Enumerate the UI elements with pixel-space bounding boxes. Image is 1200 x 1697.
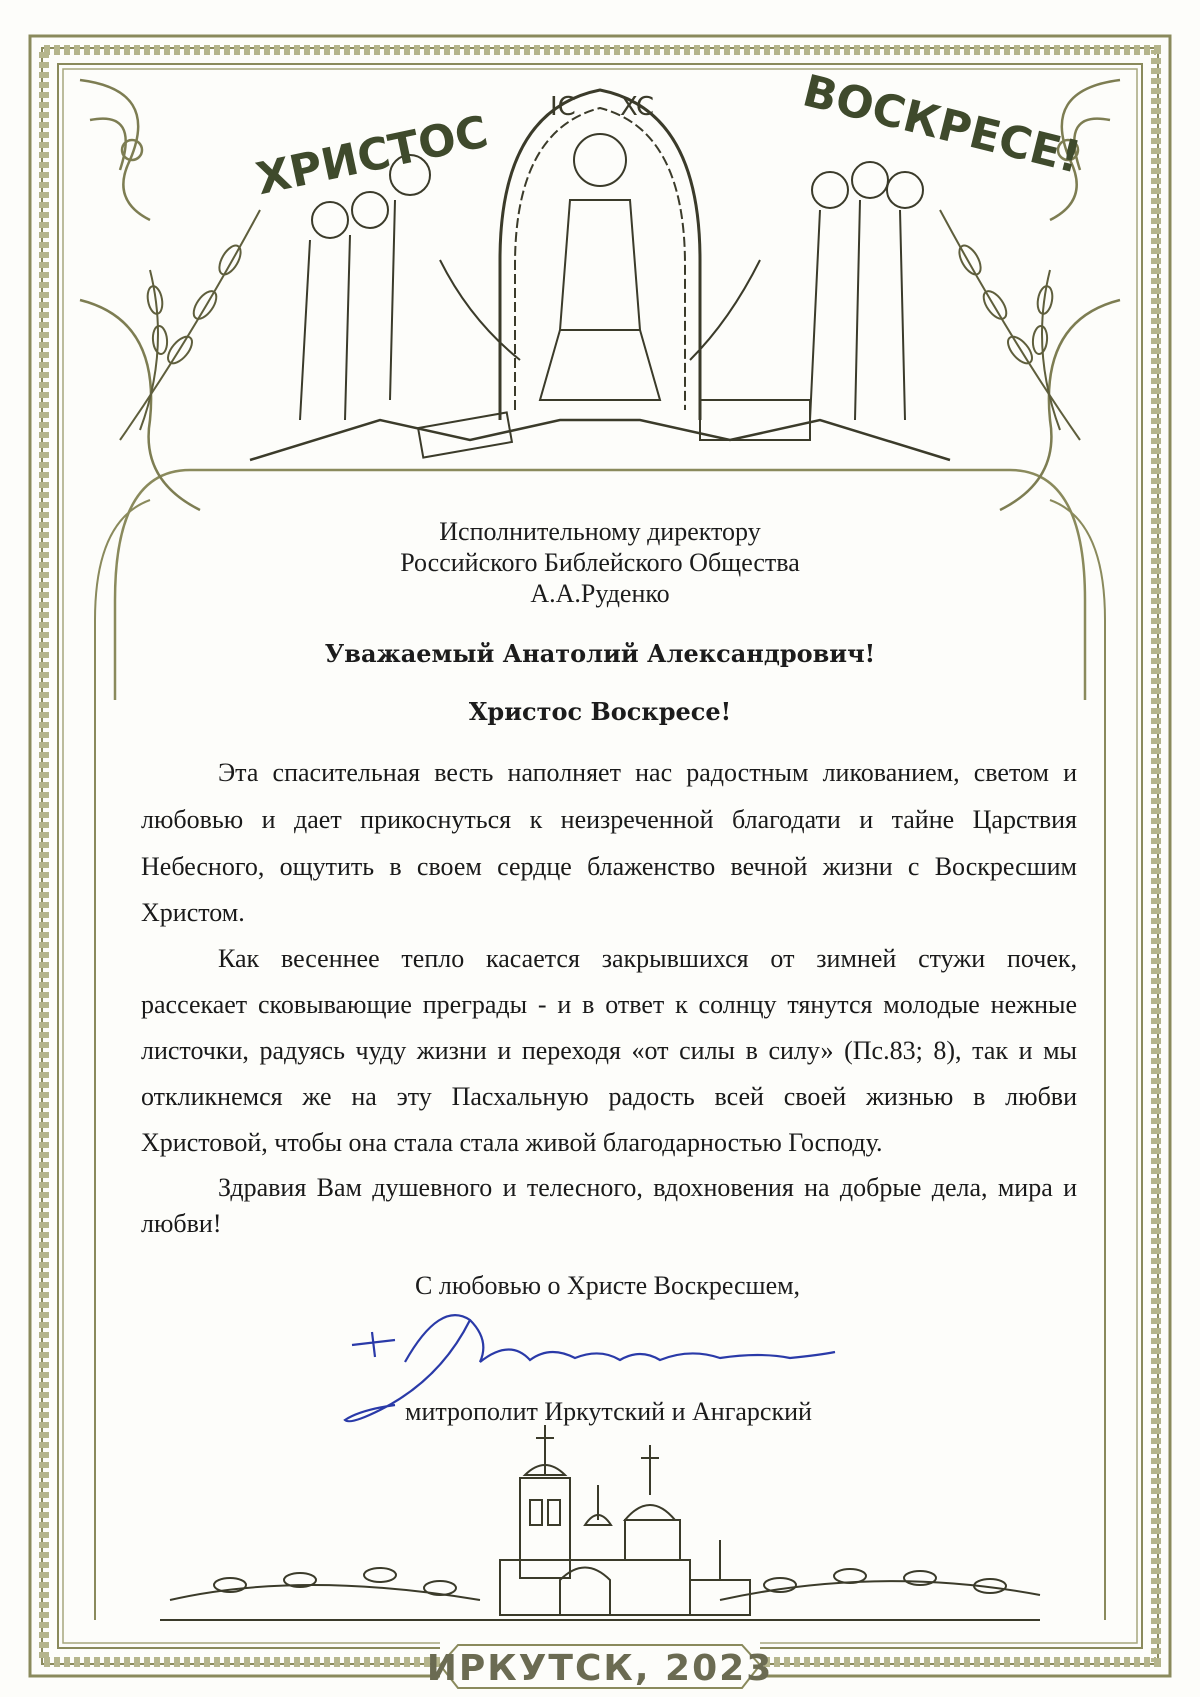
paragraph-2-line-1: Как весеннее тепло касается закрывшихся от зимней стужи почек,	[218, 944, 1077, 973]
monogram-left: IC	[550, 92, 576, 122]
paragraph-2-line-2: рассекает сковывающие преграды - и в ответ к солнцу тянутся молодые нежные	[141, 990, 1077, 1019]
church-icon-illustration	[160, 1425, 1040, 1620]
recipient-line-3: А.А.Руденко	[530, 579, 670, 608]
paragraph-1-line-2: любовью и дает прикоснуться к неизреченной благодати и тайне Царствия	[141, 805, 1077, 834]
signatory-title: митрополит Иркутский и Ангарский	[405, 1397, 812, 1426]
paragraph-1-line-3: Небесного, ощутить в своем сердце блаженство вечной жизни с Воскресшим	[141, 852, 1077, 881]
paragraph-2-line-4: откликнемся же на эту Пасхальную радость всей своей жизнью в любви	[141, 1082, 1077, 1111]
header-left-word: ХРИСТОС	[251, 106, 493, 206]
corner-ornament-left	[80, 80, 200, 510]
paragraph-2-line-5: Христовой, чтобы она стала стала живой благодарностью Господу.	[141, 1128, 883, 1157]
paragraph-3-line-1: Здравия Вам душевного и телесного, вдохновения на добрые дела, мира и	[218, 1173, 1077, 1202]
greeting: Христос Воскресе!	[468, 697, 732, 726]
city-year-label: ИРКУТСК, 2023	[426, 1648, 774, 1689]
willow-branch-right-icon	[940, 210, 1080, 440]
salutation: Уважаемый Анатолий Александрович!	[324, 639, 876, 668]
paragraph-1-line-1: Эта спасительная весть наполняет нас радостным ликованием, светом и	[218, 758, 1077, 787]
monogram-right: XC	[620, 92, 655, 122]
paragraph-2-line-3: листочки, радуясь чуду жизни и переходя «от силы в силу» (Пс.83; 8), так и мы	[141, 1036, 1077, 1065]
closing-line: С любовью о Христе Воскресшем,	[415, 1271, 801, 1300]
paragraph-1-line-4: Христом.	[141, 898, 245, 927]
recipient-line-2: Российского Библейского Общества	[400, 548, 800, 577]
paragraph-3-line-2: любви!	[141, 1209, 222, 1238]
recipient-line-1: Исполнительному директору	[439, 517, 761, 546]
willow-branch-bottom-icon	[170, 1568, 1040, 1600]
willow-branch-left-icon	[120, 210, 260, 440]
header-right-word: ВОСКРЕСЕ!	[797, 65, 1086, 184]
